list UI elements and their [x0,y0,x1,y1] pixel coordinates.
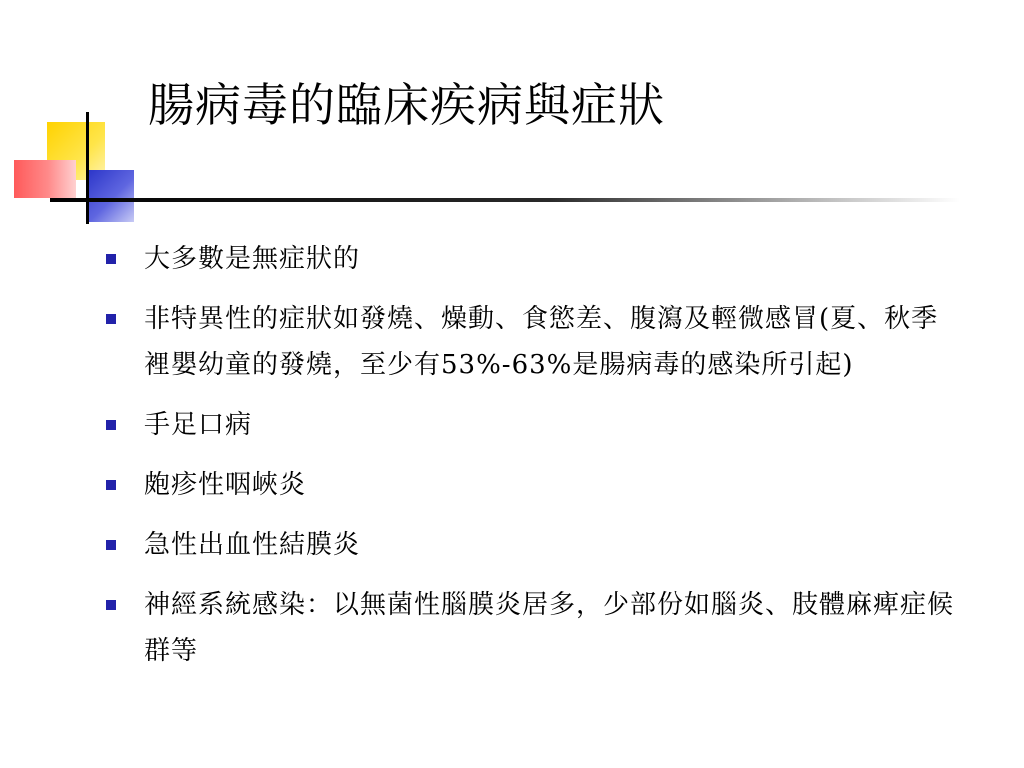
bullet-item [104,582,964,674]
slide-title: 腸病毒的臨床疾病與症狀 [148,78,665,132]
title-underline [50,198,960,202]
bullet-square-icon [106,420,116,430]
bullet-item [104,402,964,448]
bullet-item [104,462,964,508]
bullet-square-icon [106,540,116,550]
bullet-square-icon [106,600,116,610]
bullet-square-icon [106,254,116,264]
bullet-text: 手足口病 [144,410,253,440]
bullet-text: 急性出血性結膜炎 [144,530,361,560]
bullet-list [104,236,964,688]
decor-blue-square [86,170,134,222]
decor-red-square [14,160,76,198]
bullet-text: 神經系統感染：以無菌性腦膜炎居多，少部份如腦炎、肢體麻痺症候群等 [144,590,955,666]
bullet-square-icon [106,314,116,324]
bullet-text: 非特異性的症狀如發燒、燥動、食慾差、腹瀉及輕微感冒(夏、秋季裡嬰幼童的發燒，至少有53%-63%是腸病毒的感染所引起) [144,304,939,380]
bullet-item [104,296,964,388]
bullet-text: 大多數是無症狀的 [144,244,361,274]
bullet-square-icon [106,480,116,490]
bullet-item [104,522,964,568]
decor-vertical-line [86,112,89,224]
bullet-text: 皰疹性咽峽炎 [144,470,307,500]
bullet-item [104,236,964,282]
